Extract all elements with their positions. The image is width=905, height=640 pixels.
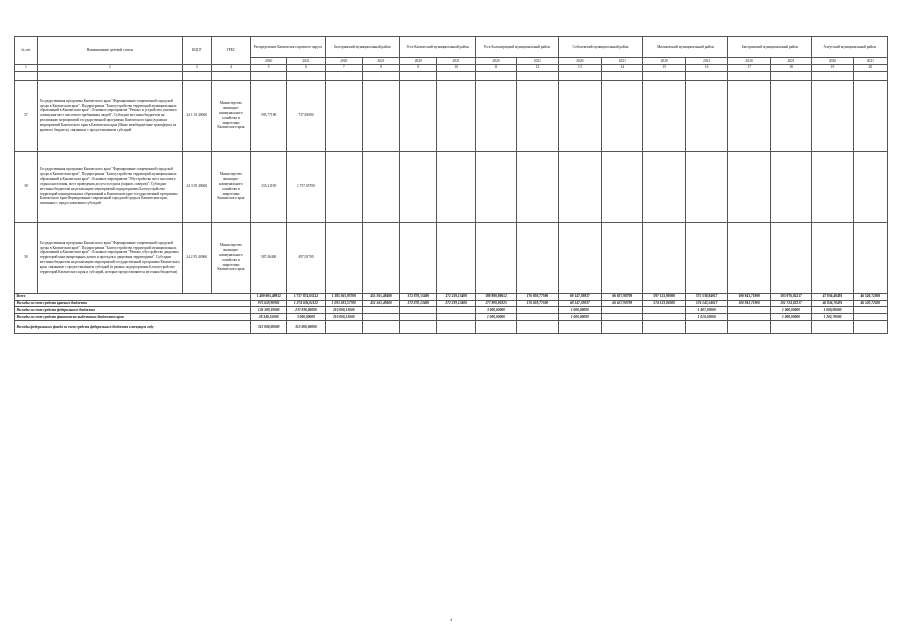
totals-value (685, 321, 727, 334)
empty-cell (728, 222, 770, 293)
empty-cell (643, 80, 685, 151)
totals-value (853, 321, 887, 334)
row-kcsr: 24 1 03 40060 (182, 80, 211, 151)
column-index-cell: 13 (558, 64, 601, 71)
totals-value: 46 520,72050 (853, 293, 887, 300)
column-index-cell: 3 (182, 64, 211, 71)
totals-value: 1 274 036,01122 (287, 300, 325, 307)
column-index-cell: 4 (211, 64, 250, 71)
totals-value: 451 561,49400 (362, 300, 399, 307)
totals-row (15, 300, 888, 307)
totals-value: 1 000,00000 (558, 314, 601, 321)
column-index-cell: 14 (602, 64, 643, 71)
totals-value (853, 307, 887, 314)
column-index-cell: 2 (37, 64, 182, 71)
budget-table (14, 36, 888, 334)
year-cell: 2021 (853, 58, 887, 65)
column-index-cell: 18 (770, 64, 811, 71)
totals-value: 372 870,13400 (400, 293, 437, 300)
totals-value (558, 321, 601, 334)
empty-cell (475, 222, 516, 293)
row-kcsr: 24 3 05 40060 (182, 151, 211, 222)
totals-value (770, 321, 811, 334)
totals-value (643, 321, 685, 334)
totals-value: 101 724,82217 (770, 300, 811, 307)
totals-value: 597 123,90500 (643, 293, 685, 300)
totals-value (812, 321, 853, 334)
row-name: Государственная программа Камчатского края "Формирование современной городской среды в Камчатском крае". Подпрограмма "Благоустройство территорий муниципальных образований в Камчатском крае". Основное мероприятие "Ремонт и устройство уличного освещения мест массового пребывания людей". Субсидии местным бюджетам на реализацию мероприятий государственной программы Камчатского края (в рамках мероприятий Камчатского края в Камчатском крае (Иные межбюджетные трансферты из краевого бюджета), связанные с предоставлением субсидий (37, 80, 182, 151)
row-value-2021: 497,93700 (287, 222, 325, 293)
column-index-cell: 11 (475, 64, 516, 71)
empty-cell (517, 80, 558, 151)
column-index-cell: 20 (853, 64, 887, 71)
year-cell: 2020 (728, 58, 770, 65)
col-header-region-2: Быстринский муниципальный район (325, 37, 400, 58)
totals-value (728, 321, 770, 334)
col-header-kcsr: КЦСР (182, 37, 211, 65)
column-index-cell: 12 (517, 64, 558, 71)
totals-value: 126 309,19000 (251, 307, 287, 314)
year-cell: 2020 (325, 58, 362, 65)
totals-value (400, 314, 437, 321)
row-number: 37 (15, 80, 38, 151)
empty-cell (685, 222, 727, 293)
year-cell: 2021 (770, 58, 811, 65)
totals-value (602, 307, 643, 314)
empty-cell (602, 222, 643, 293)
year-cell: 2021 (517, 58, 558, 65)
empty-cell (325, 222, 362, 293)
column-index-cell: 15 (643, 64, 685, 71)
empty-cell (517, 151, 558, 222)
empty-cell (558, 151, 601, 222)
column-index-row (15, 64, 888, 71)
row-value-2020: 587,46400 (251, 222, 287, 293)
totals-value (362, 321, 399, 334)
totals-value (437, 321, 475, 334)
empty-cell (685, 80, 727, 151)
empty-cell (728, 80, 770, 151)
totals-value: 1 487,30000 (685, 307, 727, 314)
column-index-cell: 17 (728, 64, 770, 71)
year-cell: 2020 (643, 58, 685, 65)
totals-value: 46 836,70491 (812, 300, 853, 307)
totals-row (15, 307, 888, 314)
totals-value: 1 000,00000 (770, 314, 811, 321)
page-number: 4 (450, 617, 452, 622)
empty-cell (362, 80, 399, 151)
row-name: Государственная программа Камчатского края "Формирование современной городской среды в Камчатском крае". Подпрограмма "Благоустройство территорий муниципальных образований в Камчатском крае". Основное мероприятие "Обустройство мест массового отдыха населения, мест проведения досуга и отдыха (парков, скверов)". Субсидии местным бюджетам на реализацию мероприятий подпрограммы Благоустройство территорий муниципальных образований в Камчатском крае государственной программы Камчатского края Формирование современной городской среды в Камчатском крае, связанные с предоставлением субсидий (37, 151, 182, 222)
totals-row (15, 293, 888, 300)
empty-cell (770, 151, 811, 222)
column-index-cell: 9 (400, 64, 437, 71)
totals-value: 47 836,40491 (812, 293, 853, 300)
empty-cell (325, 80, 362, 151)
totals-value: 574 123,80300 (643, 300, 685, 307)
totals-value: 3 000,00000 (475, 307, 516, 314)
totals-value (602, 321, 643, 334)
totals-value: 1 000,00000 (558, 307, 601, 314)
totals-value (643, 314, 685, 321)
totals-value: 574 143,54017 (685, 300, 727, 307)
totals-value: 1 093 583,57700 (325, 300, 362, 307)
totals-label: Всего (15, 293, 251, 300)
totals-value: 210 000,13000 (325, 307, 362, 314)
column-index-cell: 1 (15, 64, 38, 71)
empty-cell (770, 80, 811, 151)
totals-value: 1 202,70000 (812, 314, 853, 321)
totals-value (437, 307, 475, 314)
totals-value (517, 307, 558, 314)
totals-value: 451 561,49400 (362, 293, 399, 300)
empty-cell (400, 80, 437, 151)
col-header-region-7: Быстринский муниципальный район (728, 37, 812, 58)
year-cell: 2021 (685, 58, 727, 65)
empty-cell (558, 80, 601, 151)
table-body (15, 71, 888, 333)
totals-value (325, 321, 362, 334)
totals-row (15, 314, 888, 321)
col-header-number: № п/п (15, 37, 38, 65)
empty-cell (517, 222, 558, 293)
totals-value: 68 147,59837 (558, 300, 601, 307)
totals-value: 210 000,13000 (325, 314, 362, 321)
empty-cell (558, 222, 601, 293)
year-cell: 2021 (287, 58, 325, 65)
empty-cell (685, 151, 727, 222)
totals-value: 176 059,77500 (517, 300, 558, 307)
totals-value: 1 000,00000 (475, 314, 516, 321)
totals-value: 3 000,00000 (287, 314, 325, 321)
totals-value: 46 520,72050 (853, 300, 887, 307)
empty-cell (812, 151, 853, 222)
totals-value (437, 314, 475, 321)
year-cell: 2020 (812, 58, 853, 65)
table-row (15, 222, 888, 293)
year-cell: 2020 (475, 58, 516, 65)
totals-value: 100 943,71900 (728, 300, 770, 307)
totals-value: 315 000,00000 (287, 321, 325, 334)
empty-cell (475, 151, 516, 222)
col-header-region-3: Усть-Камчатский муниципальный район (400, 37, 476, 58)
column-index-cell: 19 (812, 64, 853, 71)
totals-value: 103 976,02217 (770, 293, 811, 300)
empty-cell (770, 222, 811, 293)
col-header-region-1: Распределение Камчатского краевого округа (251, 37, 326, 58)
column-index-cell: 10 (437, 64, 475, 71)
totals-value: 1 383 565,95700 (325, 293, 362, 300)
column-index-cell: 8 (362, 64, 399, 71)
empty-cell (437, 80, 475, 151)
totals-value: 975 659,90985 (251, 300, 287, 307)
totals-value: 272 239,13400 (437, 300, 475, 307)
row-grbs: Министерство жилищно-коммунального хозяйства и энергетики Камчатского края (211, 80, 250, 151)
row-number: 38 (15, 151, 38, 222)
empty-cell (602, 151, 643, 222)
totals-value: 100 943,71900 (728, 293, 770, 300)
empty-cell (853, 151, 887, 222)
row-value-2021: 737,83000 (287, 80, 325, 151)
totals-label: Расходы за счет средств федерального бюджета (15, 307, 251, 314)
col-header-region-8: Алеутский муниципальный район (812, 37, 888, 58)
col-header-grbs: ГРБС (211, 37, 250, 65)
empty-cell (643, 222, 685, 293)
totals-value: 66 657,98798 (602, 293, 643, 300)
empty-cell (728, 151, 770, 222)
totals-value: 272 239,13400 (437, 293, 475, 300)
column-index-cell: 6 (287, 64, 325, 71)
empty-cell (475, 80, 516, 151)
row-value-2020: 595,77180 (251, 80, 287, 151)
totals-label: Расходы за счет средств краевого бюджета (15, 300, 251, 307)
totals-row (15, 321, 888, 334)
table-row (15, 80, 888, 151)
totals-value (400, 307, 437, 314)
totals-value: 177 890,80325 (475, 300, 516, 307)
column-index-cell: 5 (251, 64, 287, 71)
totals-value: 1 757 874,63122 (287, 293, 325, 300)
column-index-cell: 16 (685, 64, 727, 71)
row-grbs: Министерство жилищно-коммунального хозяйства и энергетики Камчатского края (211, 222, 250, 293)
year-cell: 2021 (362, 58, 399, 65)
row-grbs: Министерство жилищно-коммунального хозяйства и энергетики Камчатского края (211, 151, 250, 222)
totals-value: 69 147,59837 (558, 293, 601, 300)
empty-cell (853, 222, 887, 293)
totals-value (517, 314, 558, 321)
empty-cell (400, 151, 437, 222)
totals-label: Расходы федерального фонда за счет средств федерального бюджета в текущем году (15, 321, 251, 334)
totals-value (517, 321, 558, 334)
totals-value: 66 657,98798 (602, 300, 643, 307)
totals-value (853, 314, 887, 321)
totals-value: 176 059,77500 (517, 293, 558, 300)
totals-label: Расходы за счет средств фактически выделенных бюджетом края (15, 314, 251, 321)
year-cell: 2021 (602, 58, 643, 65)
year-cell: 2020 (400, 58, 437, 65)
empty-cell (812, 222, 853, 293)
year-cell: 2021 (437, 58, 475, 65)
empty-cell (643, 151, 685, 222)
table-row (15, 151, 888, 222)
empty-cell (400, 222, 437, 293)
empty-cell (325, 151, 362, 222)
totals-value: 1 000,00000 (812, 307, 853, 314)
totals-value: 1 000,00000 (770, 307, 811, 314)
totals-value (643, 307, 685, 314)
totals-value: 312 000,00000 (251, 321, 287, 334)
totals-value (400, 321, 437, 334)
empty-cell (853, 80, 887, 151)
totals-value (602, 314, 643, 321)
totals-value (728, 314, 770, 321)
empty-cell (602, 80, 643, 151)
spacer-row (15, 71, 888, 80)
empty-cell (437, 151, 475, 222)
totals-value: 180 890,80612 (475, 293, 516, 300)
col-header-region-6: Мильковский муниципальный район (643, 37, 728, 58)
row-name: Государственная программа Камчатского края "Формирование современной городской среды в Камчатском крае". Подпрограмма "Благоустройство территорий муниципальных образований в Камчатском крае". Основное мероприятие "Ремонт, обустройство дворовых территорий многоквартирных домов и проездов к дворовым территориям". Субсидии местным бюджетам на реализацию мероприятий государственной программы Камчатского края, связанные с предоставлением субсидий (в рамках подпрограммы Благоустройство территорий Камчатского края и субсидий, которые предоставляются местным бюджетам) (37, 222, 182, 293)
totals-value: 575 530,84017 (685, 293, 727, 300)
totals-value: 372 870,13400 (400, 300, 437, 307)
year-cell: 2020 (251, 58, 287, 65)
totals-value (362, 314, 399, 321)
year-cell: 2020 (558, 58, 601, 65)
row-kcsr: 24 2 F2 40060 (182, 222, 211, 293)
totals-value: 1 400 005,49932 (251, 293, 287, 300)
row-value-2021: 1 757,05700 (287, 151, 325, 222)
empty-cell (437, 222, 475, 293)
totals-value: 38 349,55000 (251, 314, 287, 321)
col-header-region-5: Соболевский муниципальный район (558, 37, 643, 58)
totals-value (475, 321, 516, 334)
totals-value: 1 010,50000 (685, 314, 727, 321)
empty-cell (812, 80, 853, 151)
row-value-2020: 335,21190 (251, 151, 287, 222)
empty-cell (362, 151, 399, 222)
totals-value (362, 307, 399, 314)
header-row (15, 37, 888, 58)
empty-cell (362, 222, 399, 293)
col-header-region-4: Усть-Большерецкий муниципальный район (475, 37, 558, 58)
totals-value (728, 307, 770, 314)
totals-value: 237 830,00000 (287, 307, 325, 314)
col-header-name: Наименование целевой статьи (37, 37, 182, 65)
row-number: 39 (15, 222, 38, 293)
column-index-cell: 7 (325, 64, 362, 71)
